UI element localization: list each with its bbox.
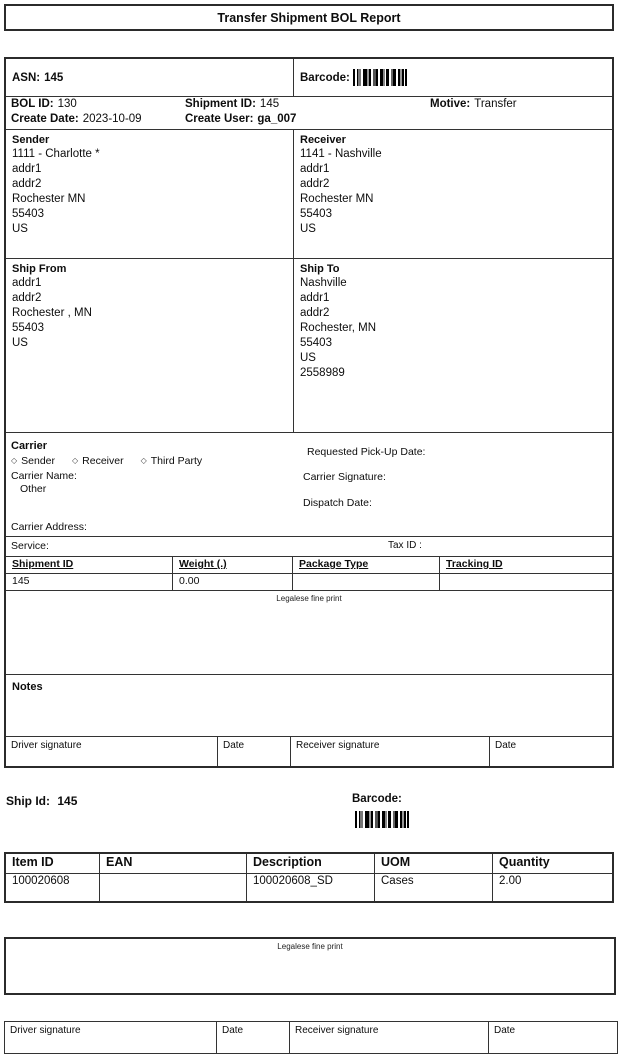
carrier-option-receiver — [72, 455, 124, 467]
barcode-image — [353, 69, 407, 86]
item-id-cell: 100020608 — [6, 874, 100, 901]
ean-header: EAN — [100, 854, 247, 873]
tracking-id-cell — [440, 574, 612, 590]
ship-from-line: Rochester , MN — [12, 307, 92, 319]
ship-to-line: 55403 — [300, 337, 332, 349]
ship-from-line: US — [12, 337, 28, 349]
uom-cell: Cases — [375, 874, 493, 901]
ship-to-block — [294, 259, 612, 432]
ship-to-heading: Ship To — [300, 263, 340, 275]
create-date-value: 2023-10-09 — [82, 113, 142, 125]
sender-heading: Sender — [12, 134, 50, 146]
receiver-line: Rochester MN — [300, 193, 374, 205]
carrier-name-label: Carrier Name: — [11, 470, 77, 482]
carrier-option-label: Sender — [21, 455, 56, 467]
receiver-block — [294, 130, 612, 258]
item-table — [4, 852, 614, 903]
ship-id-value: 145 — [57, 794, 78, 808]
date-label: Date — [217, 1022, 290, 1053]
package-type-cell — [293, 574, 440, 590]
carrier-name-value: Other — [20, 483, 47, 495]
ship-from-line: addr2 — [12, 292, 42, 304]
motive-field: Motive: Transfer — [430, 98, 517, 110]
radio-diamond-icon: ◇ — [11, 456, 18, 465]
ship-to-line: Rochester, MN — [300, 322, 377, 334]
create-date-field: Create Date: 2023-10-09 — [11, 113, 142, 125]
tax-id-label: Tax ID : — [388, 540, 422, 551]
date-label: Date — [218, 737, 291, 766]
carrier-heading: Carrier — [11, 440, 48, 452]
signature-row — [6, 736, 612, 766]
weight-header: Weight (.) — [173, 557, 293, 573]
report-title — [4, 4, 614, 31]
bol-id-field: BOL ID: 130 — [11, 98, 77, 110]
sender-line: addr2 — [12, 178, 42, 190]
package-type-header: Package Type — [293, 557, 440, 573]
receiver-line: US — [300, 223, 316, 235]
receiver-line: addr2 — [300, 178, 330, 190]
barcode-cell — [294, 59, 612, 96]
ids-row — [6, 96, 612, 129]
sender-line: US — [12, 223, 28, 235]
pickup-date-label: Requested Pick-Up Date: — [307, 446, 426, 458]
carrier-option-sender — [11, 455, 55, 467]
create-user-field: Create User: ga_007 — [185, 113, 297, 125]
legalese-text: Legalese fine print — [276, 594, 342, 603]
quantity-header: Quantity — [499, 855, 550, 869]
legalese-box — [6, 590, 612, 674]
carrier-options — [11, 455, 202, 467]
sender-block — [6, 130, 294, 258]
asn-row — [6, 59, 612, 96]
carrier-address-label: Carrier Address: — [11, 521, 87, 533]
tracking-id-header: Tracking ID — [446, 558, 503, 570]
date-label: Date — [494, 1025, 516, 1036]
shipment-id-header: Shipment ID — [6, 557, 173, 573]
receiver-line: 1141 - Nashville — [300, 148, 382, 160]
shipment-id-value: 145 — [259, 98, 280, 110]
bol-table — [4, 57, 614, 768]
item-table-header — [6, 854, 612, 873]
notes-heading: Notes — [12, 681, 43, 693]
description-header: Description — [247, 854, 375, 873]
service-row — [6, 536, 612, 556]
date-label: Date — [495, 740, 517, 751]
ean-cell — [100, 874, 247, 901]
carrier-signature-label: Carrier Signature: — [303, 471, 386, 483]
carrier-option-label: Receiver — [82, 455, 124, 467]
asn-cell — [6, 59, 294, 96]
sender-line: 55403 — [12, 208, 44, 220]
quantity-cell: 2.00 — [499, 875, 522, 887]
ship-to-line: addr1 — [300, 292, 330, 304]
create-user-value: ga_007 — [257, 113, 297, 125]
ship-addresses-row — [6, 258, 612, 432]
asn-value: 145 — [44, 71, 64, 84]
receiver-signature-label: Receiver signature — [290, 1022, 489, 1053]
ship-to-line: 2558989 — [300, 367, 345, 379]
ship-from-line: 55403 — [12, 322, 44, 334]
shipment-table-row — [6, 573, 612, 590]
sender-line: 1111 - Charlotte * — [12, 148, 100, 160]
notes-box — [6, 674, 612, 736]
weight-cell: 0.00 — [173, 574, 293, 590]
item-id-header: Item ID — [6, 854, 100, 873]
driver-signature-label: Driver signature — [5, 1022, 217, 1053]
ship-barcode-image — [355, 811, 409, 828]
ship-to-line: addr2 — [300, 307, 330, 319]
motive-value: Transfer — [474, 98, 517, 110]
ship-to-line: US — [300, 352, 316, 364]
carrier-option-third-party — [141, 455, 203, 467]
radio-diamond-icon: ◇ — [140, 456, 147, 465]
description-cell: 100020608_SD — [247, 874, 375, 901]
bol-id-value: 130 — [57, 98, 77, 110]
radio-diamond-icon: ◇ — [72, 456, 79, 465]
ship-from-line: addr1 — [12, 277, 42, 289]
signature-table-bottom — [4, 1021, 618, 1054]
ship-id-label: Ship Id: — [6, 794, 50, 808]
ship-from-heading: Ship From — [12, 263, 67, 275]
shipment-table-header — [6, 556, 612, 573]
shipment-id-cell: 145 — [6, 574, 173, 590]
receiver-line: 55403 — [300, 208, 332, 220]
asn-label: ASN: — [12, 71, 41, 84]
receiver-heading: Receiver — [300, 134, 346, 146]
carrier-row — [6, 432, 612, 536]
legalese-text: Legalese fine print — [277, 942, 343, 951]
shipment-id-field: Shipment ID: 145 — [185, 98, 280, 110]
parties-row — [6, 129, 612, 258]
ship-id-field — [6, 794, 77, 808]
carrier-option-label: Third Party — [150, 455, 203, 467]
driver-signature-label: Driver signature — [6, 737, 218, 766]
legalese-box-bottom — [4, 937, 616, 995]
ship-barcode-label: Barcode: — [352, 793, 402, 805]
item-table-row — [6, 873, 612, 901]
ship-from-block — [6, 259, 294, 432]
sender-line: addr1 — [12, 163, 42, 175]
dispatch-date-label: Dispatch Date: — [303, 497, 372, 509]
service-label: Service: — [11, 540, 49, 552]
ship-to-line: Nashville — [300, 277, 347, 289]
receiver-line: addr1 — [300, 163, 330, 175]
sender-line: Rochester MN — [12, 193, 86, 205]
report-title-text: Transfer Shipment BOL Report — [217, 10, 401, 25]
uom-header: UOM — [375, 854, 493, 873]
barcode-label: Barcode: — [300, 71, 350, 84]
receiver-signature-label: Receiver signature — [291, 737, 490, 766]
